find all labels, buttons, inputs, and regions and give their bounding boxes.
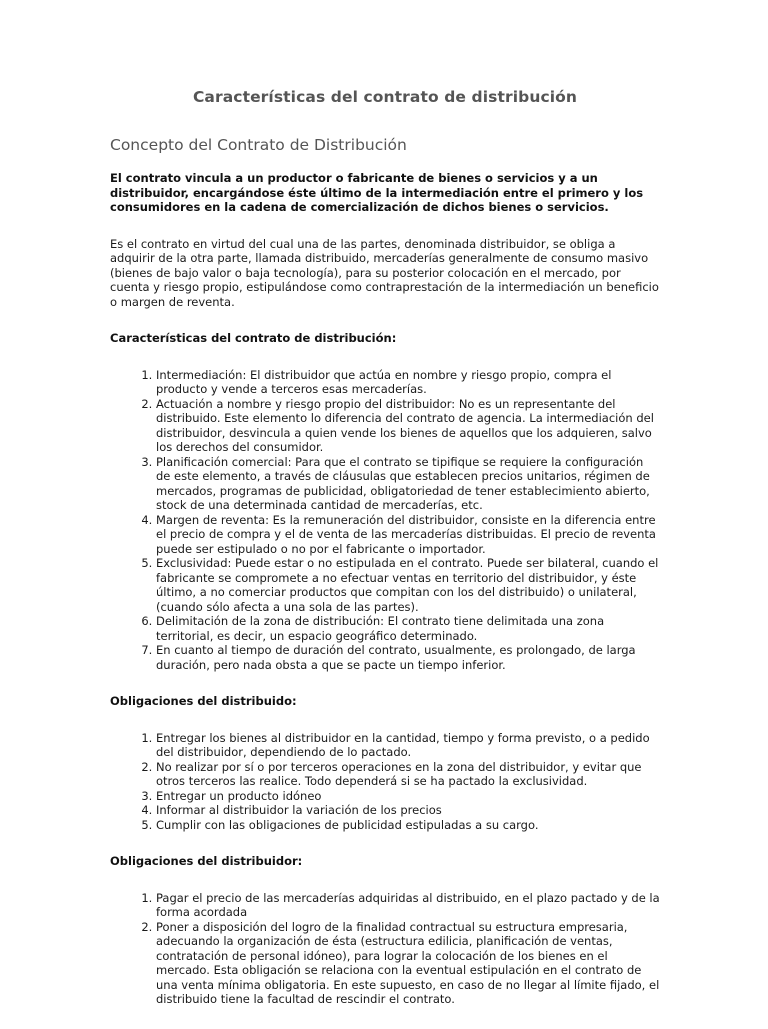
characteristics-list [110,368,660,673]
obligations-distribuido-list [110,731,660,833]
lead-paragraph: El contrato vincula a un productor o fabricante de bienes o servicios y a un distribuidor, encargándose éste último de la intermediación entre el primero y los consumidores en la cadena de comercialización de dichos bienes o servicios. [110,171,644,214]
list-item: 5. Cumplir con las obligaciones de publicidad estipuladas a su cargo. [156,818,660,833]
list-item: 2. No realizar por sí o por terceros operaciones en la zona del distribuidor, y evitar que otros terceros las realice. Todo dependerá si se ha pactado la exclusividad. [156,760,660,789]
list-item: 4. Informar al distribuidor la variación de los precios [156,803,660,818]
list-item: 6. Delimitación de la zona de distribución: El contrato tiene delimitada una zona territorial, es decir, un espacio geográfico determinado. [156,614,660,643]
list-item: 2. Poner a disposición del logro de la finalidad contractual su estructura empresaria, adecuando la organización de ésta (estructura edilicia, planificación de ventas, contratación de personal idóneo), para lograr la colocación de los bienes en el mercado. Esta obligación se relaciona con la eventual estipulación en el contrato de una venta mínima obligatoria. En este supuesto, en caso de no llegar al límite fijado, el distribuido tiene la facultad de rescindir el contrato. [156,920,660,1007]
definition-paragraph: Es el contrato en virtud del cual una de las partes, denominada distribuidor, se obliga a adquirir de la otra parte, llamada distribuido, mercaderías generalmente de consumo masivo (bienes de bajo valor o baja tecnología), para su posterior colocación en el mercado, por cuenta y riesgo propio, estipulándose como contraprestación de la intermediación un beneficio o margen de reventa. [110,236,659,309]
obligations-distribuidor-heading: Obligaciones del distribuidor: [110,854,303,868]
document-page [110,88,660,1029]
list-item: 1. Intermediación: El distribuidor que actúa en nombre y riesgo propio, compra el producto y vende a terceros esas mercaderías. [156,368,660,397]
obligations-distribuidor-list [110,891,660,1007]
list-item: 5. Exclusividad: Puede estar o no estipulada en el contrato. Puede ser bilateral, cuando el fabricante se compromete a no efectuar ventas en territorio del distribuidor, y éste último, a no comerciar productos que compitan con los del distribuido) o unilateral, (cuando sólo afecta a una sola de las partes). [156,556,660,614]
list-item: 1. Entregar los bienes al distribuidor en la cantidad, tiempo y forma previsto, o a pedido del distribuidor, dependiendo de lo pactado. [156,731,660,760]
list-item: 4. Margen de reventa: Es la remuneración del distribuidor, consiste en la diferencia entre el precio de compra y el de venta de las mercaderías distribuidas. El precio de reventa puede ser estipulado o no por el fabricante o importador. [156,513,660,557]
document-title: Características del contrato de distribución [192,88,578,106]
section-heading-concepto: Concepto del Contrato de Distribución [110,136,407,154]
list-item: 7. En cuanto al tiempo de duración del contrato, usualmente, es prolongado, de larga duración, pero nada obsta a que se pacte un tiempo inferior. [156,643,660,672]
list-item: 2. Actuación a nombre y riesgo propio del distribuidor: No es un representante del distribuido. Este elemento lo diferencia del contrato de agencia. La intermediación del distribuidor, desvincula a quien vende los bienes de aquellos que los adquieren, salvo los derechos del consumidor. [156,397,660,455]
list-item: 1. Pagar el precio de las mercaderías adquiridas al distribuido, en el plazo pactado y de la forma acordada [156,891,660,920]
list-item: 3. Entregar un producto idóneo [156,789,660,804]
characteristics-heading: Características del contrato de distribución: [110,331,397,345]
obligations-distribuido-heading: Obligaciones del distribuido: [110,694,297,708]
list-item: 3. Planificación comercial: Para que el contrato se tipifique se requiere la configuración de este elemento, a través de cláusulas que establecen precios unitarios, régimen de mercados, programas de publicidad, obligatoriedad de tener establecimiento abierto, stock de una determinada cantidad de mercaderías, etc. [156,455,660,513]
